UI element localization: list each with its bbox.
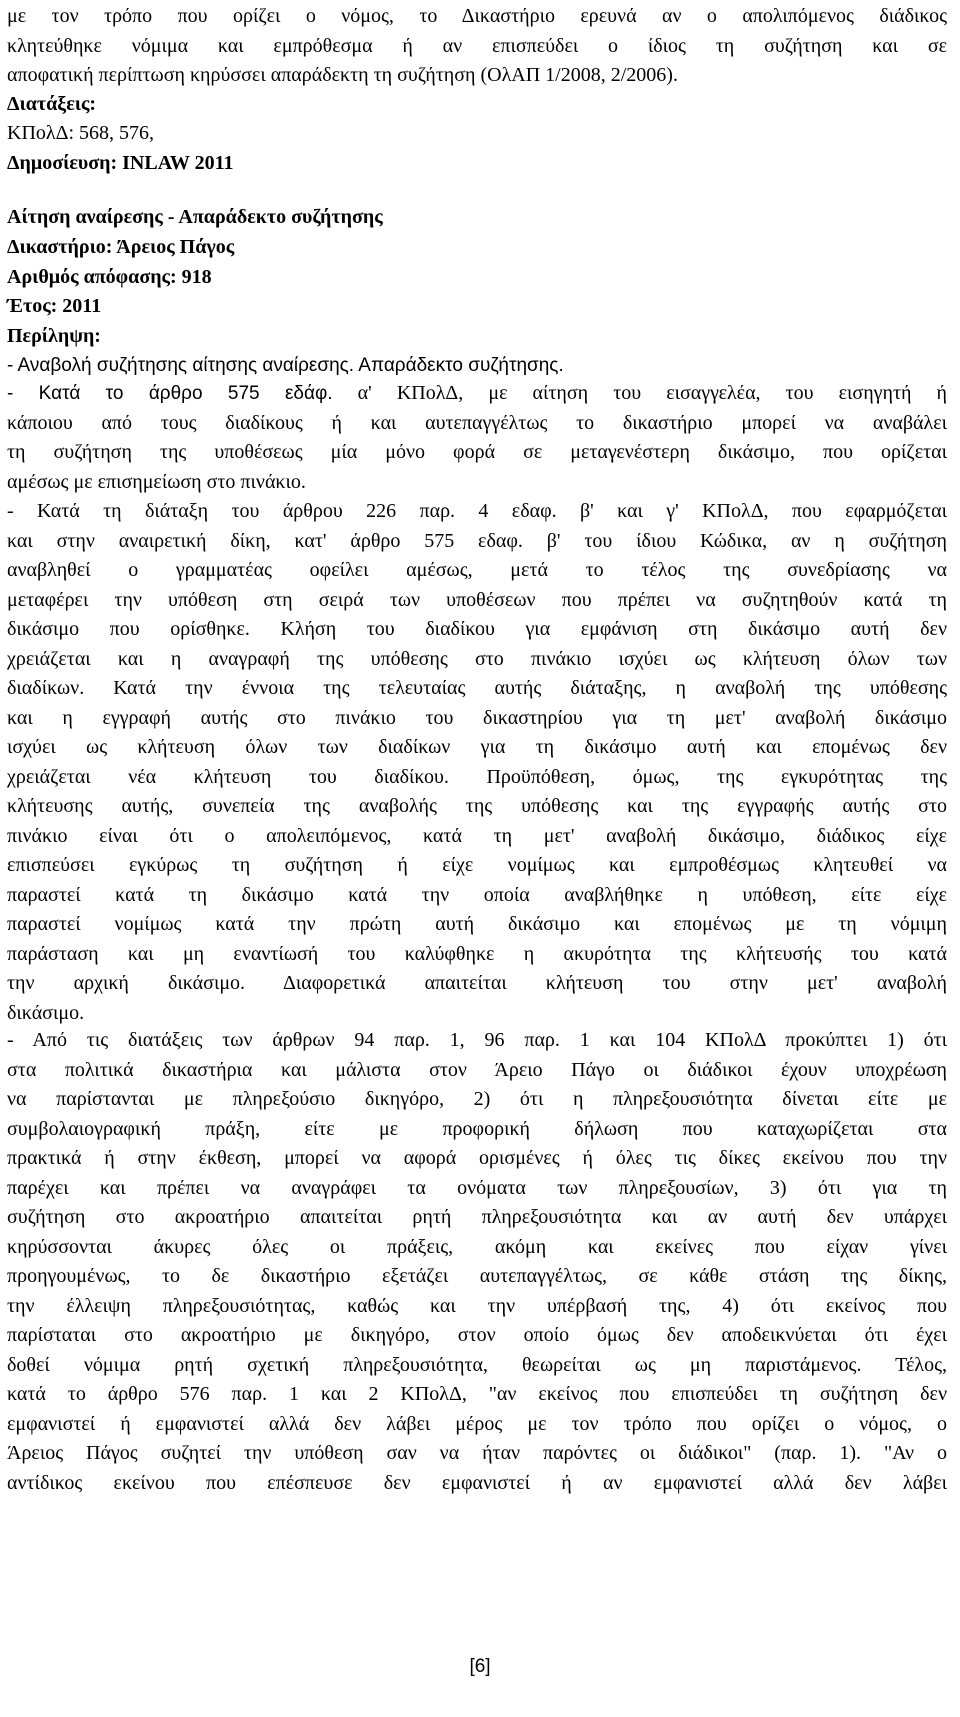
text-line: την αρχική δικάσιμο. Διαφορετικά απαιτείται κλήτευση του στην μετ' αναβολή bbox=[7, 972, 947, 994]
text-line: δικάσιμο που ορίσθηκε. Κλήση του διαδίκου για εμφάνιση στη δικάσιμο αυτή δεν bbox=[7, 618, 947, 640]
text-line: κατά το άρθρο 576 παρ. 1 και 2 ΚΠολΔ, "αν εκείνος που επισπεύδει τη συζήτηση δεν bbox=[7, 1383, 947, 1405]
provisions-label: Διατάξεις: bbox=[7, 93, 97, 115]
text-line: να παρίστανται με πληρεξούσιο δικηγόρο, 2) ότι η πληρεξουσιότητα δίνεται είτε με bbox=[7, 1088, 947, 1110]
text-line: δοθεί νόμιμα ρητή σχετική πληρεξουσιότητα, θεωρείται ως μη παριστάμενος. Τέλος, bbox=[7, 1353, 947, 1376]
text-line: επισπεύσει εγκύρως τη συζήτηση ή είχε νομίμως και εμπροθέσμως κλητευθεί να bbox=[7, 854, 947, 876]
court: Δικαστήριο: Άρειος Πάγος bbox=[7, 236, 235, 258]
text-line: αντίδικος εκείνου που επέσπευσε δεν εμφανιστεί ή αν εμφανιστεί αλλά δεν λάβει bbox=[7, 1471, 947, 1494]
provisions-value: ΚΠολΔ: 568, 576, bbox=[7, 122, 155, 144]
text-line: στα πολιτικά δικαστήρια και μάλιστα στον Άρειο Πάγο οι διάδικοι έχουν υποχρέωση bbox=[7, 1058, 947, 1081]
text-line: παρέχει και πρέπει να αναγράφει τα ονόματα των πληρεξουσίων, 3) ότι για τη bbox=[7, 1176, 947, 1199]
text-line: συμβολαιογραφική πράξη, είτε με προφορική δήλωση που καταχωρίζεται στα bbox=[7, 1117, 947, 1140]
summary-line-prefix: - Κατά το άρθρο 575 εδάφ. bbox=[7, 383, 333, 404]
paragraph-226 bbox=[7, 497, 947, 1028]
text-line: αμέσως με επισημείωση στο πινάκιο. bbox=[7, 470, 306, 493]
text-line: κλητεύθηκε νόμιμα και εμπρόθεσμα ή αν επισπεύδει ο ίδιος τη συζήτηση και σε bbox=[7, 34, 947, 57]
text-line: πινάκιο είναι ότι ο απολειπόμενος, κατά τη μετ' αναβολή δικάσιμο, διάδικος είχε bbox=[7, 824, 947, 847]
summary-label: Περίληψη: bbox=[7, 325, 101, 347]
text-line: πρακτικά ή στην έκθεση, μπορεί να αφορά ορισμένες ή όλες τις δίκες εκείνου που την bbox=[7, 1147, 947, 1169]
paragraph-575 bbox=[7, 379, 947, 497]
text-fragment: α' ΚΠολΔ, με αίτηση του εισαγγελέα, του εισηγητή ή bbox=[357, 382, 947, 404]
paragraph-94 bbox=[7, 1026, 947, 1498]
summary-line: - Αναβολή συζήτησης αίτησης αναίρεσης. Απαράδεκτο συζήτησης. bbox=[7, 355, 564, 376]
decision-number: Αριθμός απόφασης: 918 bbox=[7, 266, 212, 288]
text-line: δικάσιμο. bbox=[7, 1001, 85, 1024]
text-line: προηγουμένως, το δε δικαστήριο εξετάζει αυτεπαγγέλτως, σε κάθε στάση της δίκης, bbox=[7, 1265, 947, 1287]
text-line: την έλλειψη πληρεξουσιότητας, καθώς και την υπέρβασή της, 4) ότι εκείνος που bbox=[7, 1294, 947, 1317]
text-line: εμφανιστεί ή εμφανιστεί αλλά δεν λάβει μέρος με τον τρόπο που ορίζει ο νόμος, ο bbox=[7, 1412, 947, 1435]
text-line: χρειάζεται και η αναγραφή της υπόθεσης στο πινάκιο ισχύει ως κλήτευση όλων των bbox=[7, 647, 947, 670]
text-line: κάποιου από τους διαδίκους ή και αυτεπαγγέλτως το δικαστήριο μπορεί να αναβάλει bbox=[7, 411, 947, 434]
case-title: Αίτηση αναίρεσης - Απαράδεκτο συζήτησης bbox=[7, 206, 383, 228]
text-line: τη συζήτηση της υποθέσεως μία μόνο φορά σε μεταγενέστερη δικάσιμο, που ορίζεται bbox=[7, 441, 947, 463]
text-line: και η εγγραφή αυτής στο πινάκιο του δικαστηρίου για τη μετ' αναβολή δικάσιμο bbox=[7, 706, 947, 729]
text-line: αναβληθεί ο γραμματέας οφείλει αμέσως, μετά το τέλος της συνεδρίασης να bbox=[7, 559, 947, 581]
year: Έτος: 2011 bbox=[7, 295, 102, 317]
text-line: μεταφέρει την υπόθεση στη σειρά των υποθέσεων που πρέπει να συζητηθούν κατά τη bbox=[7, 588, 947, 611]
text-line: - Κατά τη διάταξη του άρθρου 226 παρ. 4 εδαφ. β' και γ' ΚΠολΔ, που εφαρμόζεται bbox=[7, 500, 947, 522]
text-line: - Από τις διατάξεις των άρθρων 94 παρ. 1, 96 παρ. 1 και 104 ΚΠολΔ προκύπτει 1) ότι bbox=[7, 1029, 947, 1051]
text-line: παρίσταται στο ακροατήριο με δικηγόρο, στον οποίο όμως δεν αποδεικνύεται ότι έχει bbox=[7, 1324, 947, 1346]
text-line: με τον τρόπο που ορίζει ο νόμος, το Δικαστήριο ερευνά αν ο απολιπόμενος διάδικος bbox=[7, 5, 947, 27]
text-line: κλήτευσης αυτής, συνεπεία της αναβολής της υπόθεσης και της εγγραφής αυτής στο bbox=[7, 795, 947, 817]
text-line: αποφατική περίπτωση κηρύσσει απαράδεκτη τη συζήτηση (ΟλΑΠ 1/2008, 2/2006). bbox=[7, 64, 678, 86]
text-line: κηρύσσονται άκυρες όλες οι πράξεις, ακόμη και εκείνες που είχαν γίνει bbox=[7, 1235, 947, 1258]
text-line: παραστεί κατά τη δικάσιμο κατά την οποία αναβλήθηκε η υπόθεση, είτε είχε bbox=[7, 883, 947, 906]
text-line: διαδίκων. Κατά την έννοια της τελευταίας αυτής διάταξης, η αναβολή της υπόθεσης bbox=[7, 677, 947, 699]
text-line: παράσταση και μη εναντίωσή του καλύφθηκε η ακυρότητα της κλήτευσής του κατά bbox=[7, 942, 947, 965]
text-line: συζήτηση στο ακροατήριο απαιτείται ρητή πληρεξουσιότητα και αν αυτή δεν υπάρχει bbox=[7, 1206, 947, 1228]
text-line: και στην αναιρετική δίκη, κατ' άρθρο 575 εδαφ. β' του ίδιου Κώδικα, αν η συζήτηση bbox=[7, 529, 947, 552]
text-line bbox=[7, 379, 947, 409]
intro-paragraph bbox=[7, 2, 947, 91]
text-line: ισχύει ως κλήτευση όλων των διαδίκων για τη δικάσιμο αυτή και επομένως δεν bbox=[7, 736, 947, 758]
publication: Δημοσίευση: INLAW 2011 bbox=[7, 152, 234, 174]
page-number: [6] bbox=[469, 1656, 491, 1677]
text-line: χρειάζεται νέα κλήτευση του διαδίκου. Προϋπόθεση, όμως, της εγκυρότητας της bbox=[7, 765, 947, 788]
text-line: παραστεί νομίμως κατά την πρώτη αυτή δικάσιμο και επομένως με τη νόμιμη bbox=[7, 913, 947, 935]
text-line: Άρειος Πάγος συζητεί την υπόθεση σαν να ήταν παρόντες οι διάδικοι" (παρ. 1). "Αν ο bbox=[7, 1442, 947, 1464]
